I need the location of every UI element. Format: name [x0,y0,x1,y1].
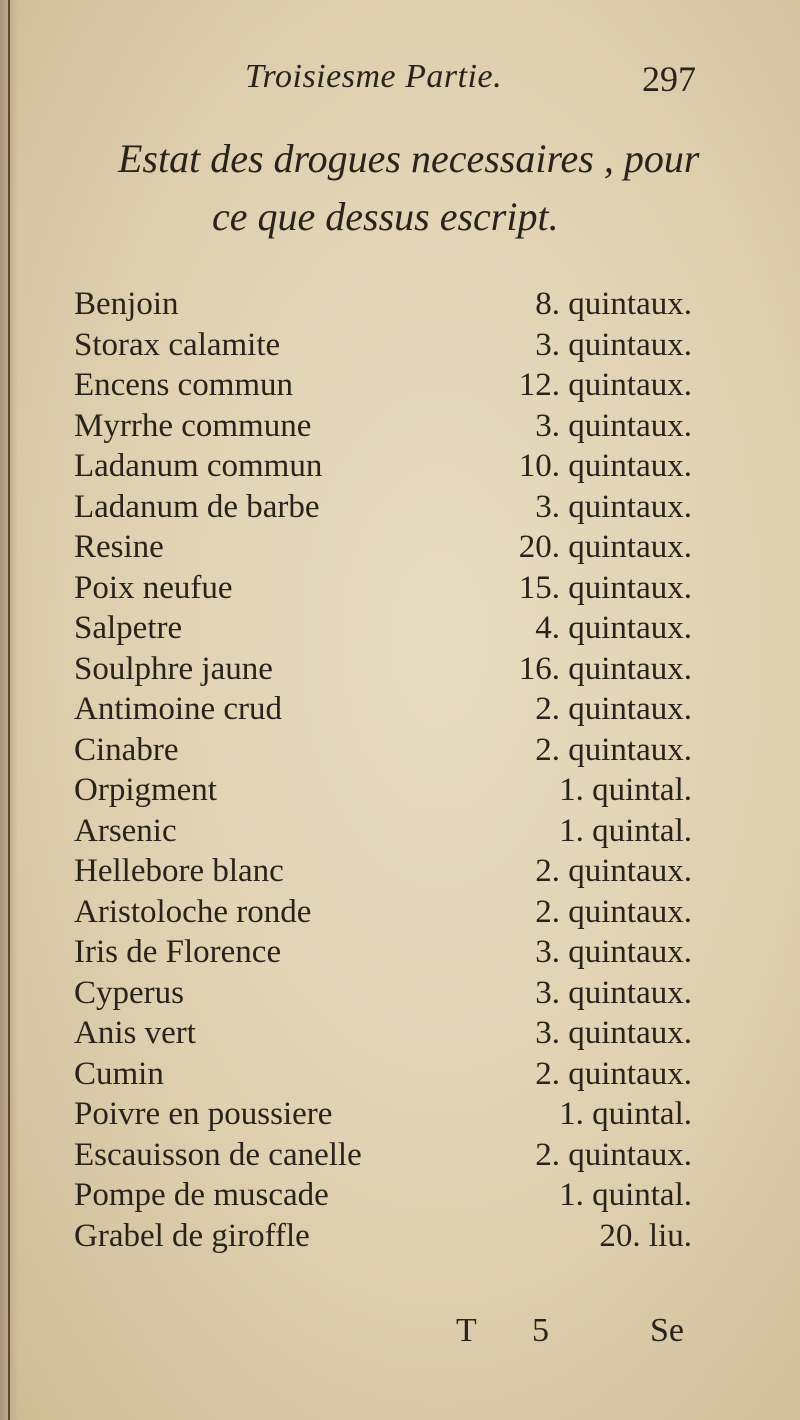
drug-name: Benjoin [74,286,179,322]
drug-name: Poivre en poussiere [74,1096,333,1132]
drug-name: Antimoine crud [74,691,283,727]
section-title [0,130,800,246]
catchword: Se [650,1312,684,1349]
drug-quantity: 2. quintaux. [535,853,692,889]
drug-quantity: 3. quintaux. [535,1015,692,1051]
list-item [0,1135,800,1176]
drug-name: Salpetre [74,610,183,646]
drug-quantity: 1. quintal. [559,772,692,808]
drug-quantity: 8. quintaux. [535,286,692,322]
drug-quantity: 1. quintal. [559,1177,692,1213]
list-item [0,527,800,568]
drug-name: Poix neufue [74,569,233,606]
list-item [0,973,800,1014]
list-item [0,608,800,649]
drug-quantity: 12. quintaux. [518,367,692,403]
drug-name: Cyperus [74,974,184,1011]
drug-name: Storax calamite [74,326,281,363]
drug-quantity: 2. quintaux. [535,893,692,930]
drug-quantity: 10. quintaux. [518,448,692,484]
signature-letter: T [456,1312,477,1349]
list-item [0,284,800,325]
drug-quantity: 3. quintaux. [535,407,692,444]
list-item [0,932,800,973]
section-title-line-2: ce que dessus escript. [212,194,559,239]
list-item [0,892,800,933]
drug-name: Cinabre [74,731,179,768]
drug-quantity: 2. quintaux. [535,1055,692,1092]
drug-quantity: 3. quintaux. [535,974,692,1011]
list-item [0,487,800,528]
list-item [0,325,800,366]
drug-quantity: 2. quintaux. [535,1136,692,1173]
list-item [0,365,800,406]
drug-name: Ladanum de barbe [74,488,320,525]
page-header [0,58,800,108]
list-item [0,446,800,487]
drug-quantity: 2. quintaux. [535,691,692,727]
page-number: 297 [642,59,696,99]
list-item [0,730,800,771]
drug-quantity: 3. quintaux. [535,934,692,970]
drug-quantity: 20. liu. [599,1217,692,1254]
section-title-line-1: Estat des drogues necessaires , pour [118,136,700,181]
drug-name: Iris de Florence [74,934,282,970]
drug-quantity: 4. quintaux. [535,610,692,646]
drug-quantity: 16. quintaux. [518,650,692,687]
drug-name: Resine [74,529,164,565]
list-item [0,1054,800,1095]
drug-name: Escauisson de canelle [74,1136,362,1173]
list-item [0,770,800,811]
drug-name: Soulphre jaune [74,650,273,687]
signature-number: 5 [532,1312,549,1349]
list-item [0,406,800,447]
drug-quantity: 1. quintal. [559,1096,692,1132]
drug-name: Aristoloche ronde [74,893,312,930]
drug-name: Pompe de muscade [74,1177,329,1213]
drug-name: Hellebore blanc [74,853,284,889]
drug-name: Myrrhe commune [74,407,312,444]
drug-name: Arsenic [74,812,177,849]
list-item [0,649,800,690]
list-item [0,568,800,609]
list-item [0,1013,800,1054]
list-item [0,1175,800,1216]
drug-quantity: 3. quintaux. [535,488,692,525]
list-item [0,811,800,852]
drug-name: Orpigment [74,772,217,808]
page-footer [0,1312,800,1356]
drug-quantity: 20. quintaux. [518,529,692,565]
list-item [0,851,800,892]
list-item [0,1094,800,1135]
running-head: Troisiesme Partie. [245,58,503,95]
list-item [0,689,800,730]
drug-quantity: 2. quintaux. [535,731,692,768]
drug-name: Grabel de giroffle [74,1217,310,1254]
drug-name: Ladanum commun [74,448,323,484]
drug-list [0,284,800,1256]
drug-name: Cumin [74,1055,164,1092]
drug-name: Encens commun [74,367,294,403]
drug-quantity: 3. quintaux. [535,326,692,363]
drug-quantity: 1. quintal. [559,812,692,849]
drug-quantity: 15. quintaux. [518,569,692,606]
list-item [0,1216,800,1257]
drug-name: Anis vert [74,1015,196,1051]
